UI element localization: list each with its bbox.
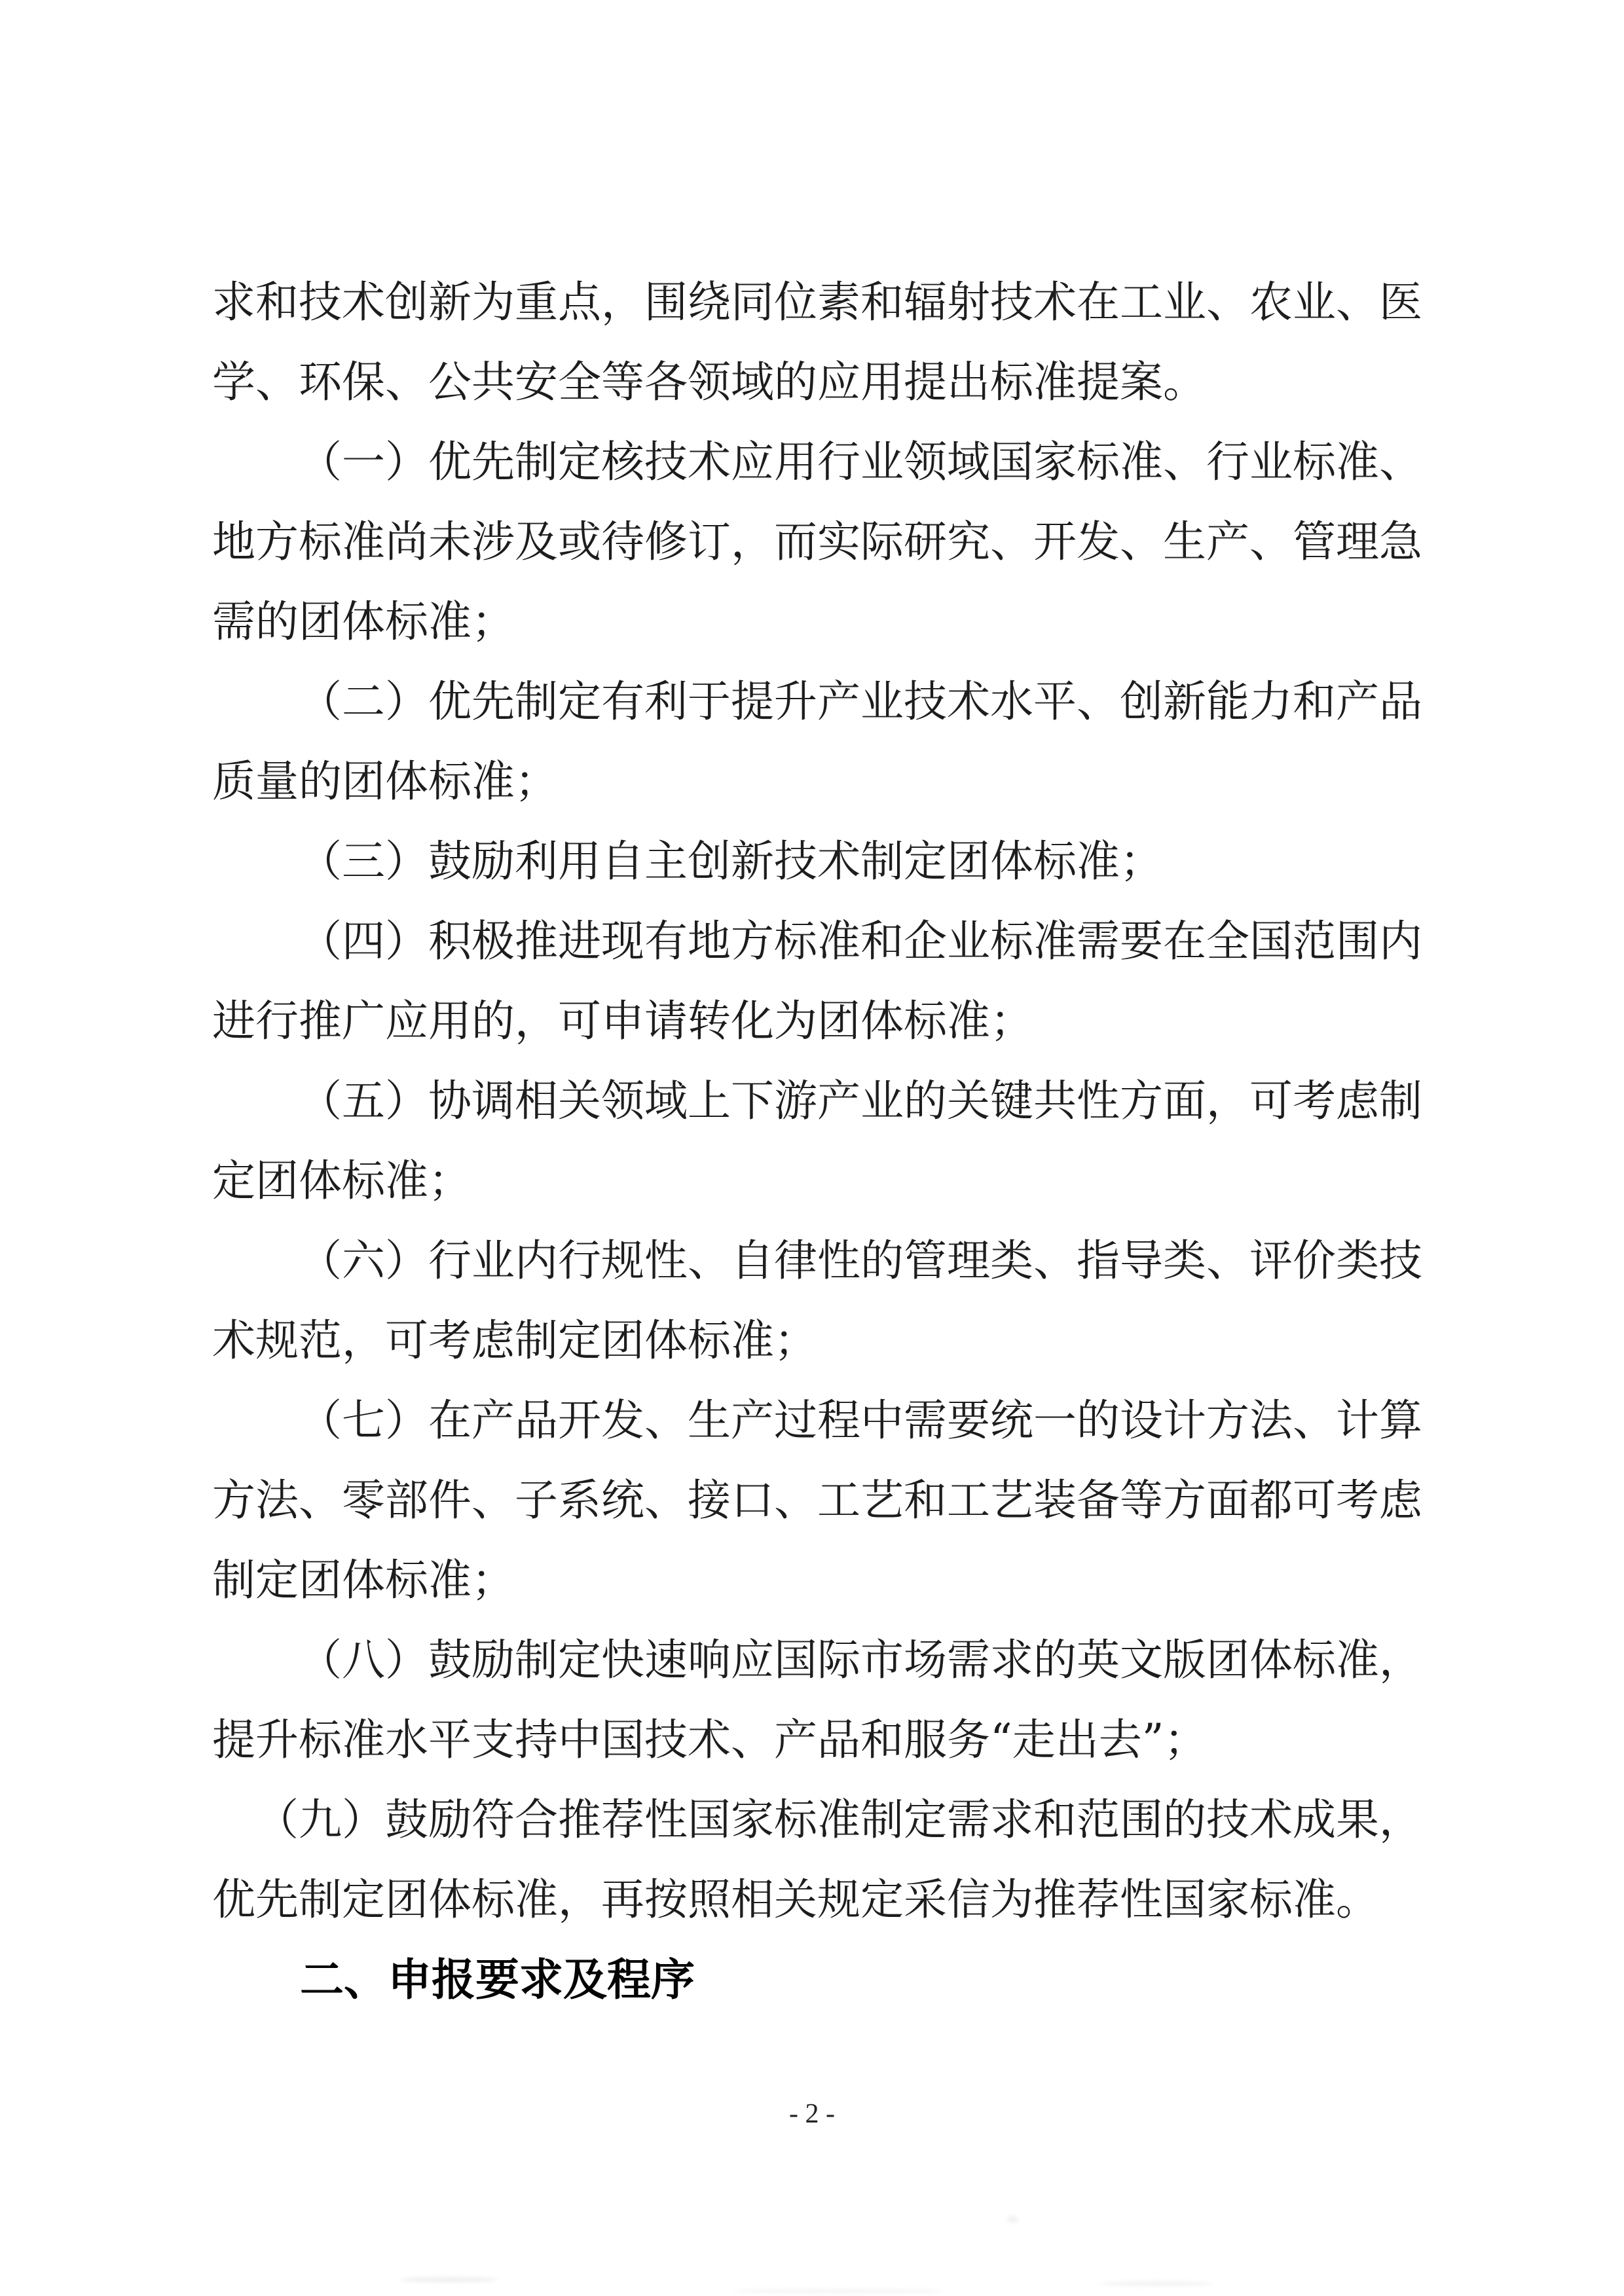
text-line: （六）行业内行规性、自律性的管理类、指导类、评价类技 [299,1235,1422,1286]
text-line: 制定团体标准； [212,1555,515,1605]
document-body [212,263,1422,2020]
text-line: 质量的团体标准； [212,756,558,807]
text-line: 求和技术创新为重点，围绕同位素和辐射技术在工业、农业、医 [212,277,1422,327]
text-line: （三）鼓励利用自主创新技术制定团体标准； [299,836,1163,886]
text-line: 方法、零部件、子系统、接口、工艺和工艺装备等方面都可考虑 [212,1475,1422,1525]
section-heading: 二、申报要求及程序 [300,1954,695,2005]
text-line: （一）优先制定核技术应用行业领域国家标准、行业标准、 [299,437,1422,487]
text-line: 提升标准水平支持中国技术、产品和服务“走出去”； [212,1715,1208,1765]
text-line: （九）鼓励符合推荐性国家标准制定需求和范围的技术成果， [255,1795,1422,1845]
text-line: 术规范，可考虑制定团体标准； [212,1315,817,1366]
scan-speck [1100,2281,1211,2286]
text-line: 定团体标准； [212,1156,471,1206]
text-line: （七）在产品开发、生产过程中需要统一的设计方法、计算 [299,1395,1422,1446]
text-line: 地方标准尚未涉及或待修订，而实际研究、开发、生产、管理急 [212,517,1422,567]
text-line: 学、环保、公共安全等各领域的应用提出标准提案。 [212,357,1206,407]
text-line: （五）协调相关领域上下游产业的关键共性方面，可考虑制 [299,1076,1422,1126]
text-line: 优先制定团体标准，再按照相关规定采信为推荐性国家标准。 [212,1874,1379,1925]
text-line: （二）优先制定有利于提升产业技术水平、创新能力和产品 [299,676,1422,727]
text-line: 进行推广应用的，可申请转化为团体标准； [212,996,1033,1046]
text-line: 需的团体标准； [212,596,515,647]
scan-speck [1007,2216,1018,2223]
scan-speck [399,2277,498,2282]
text-line: （四）积极推进现有地方标准和企业标准需要在全国范围内 [299,916,1422,966]
scan-speck [733,2289,943,2293]
page-number: - 2 - [789,2099,835,2129]
text-line: （八）鼓励制定快速响应国际市场需求的英文版团体标准， [299,1635,1422,1685]
